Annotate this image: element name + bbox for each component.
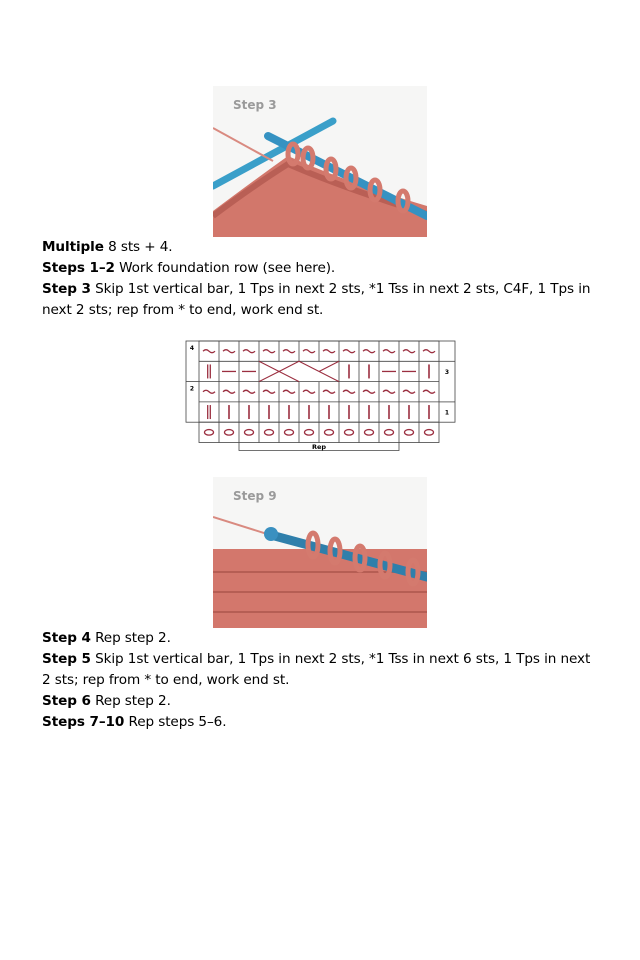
photo-caption: Step 3 xyxy=(233,98,277,112)
instruction-line xyxy=(42,237,173,258)
stitch-chart xyxy=(180,335,470,460)
step-label: Step 4 xyxy=(42,630,91,646)
symbol-wave xyxy=(383,350,395,353)
symbol-wave xyxy=(343,390,355,393)
step-text: 2 sts; rep from * to end, work end st. xyxy=(42,672,290,688)
symbol-chain xyxy=(305,430,314,436)
step-text: next 2 sts; rep from * to end, work end st. xyxy=(42,302,324,318)
row-number: 4 xyxy=(189,345,195,352)
row-number: 3 xyxy=(444,368,450,376)
photo-step-3 xyxy=(213,86,427,237)
symbol-wave xyxy=(323,390,335,393)
symbol-wave xyxy=(223,350,235,353)
instruction-line xyxy=(42,279,590,300)
step-label: Steps 7–10 xyxy=(42,714,125,730)
symbol-wave xyxy=(303,390,315,393)
instruction-line xyxy=(42,258,335,279)
symbol-chain xyxy=(325,430,334,436)
symbol-wave xyxy=(403,390,415,393)
repeat-label: Rep xyxy=(311,443,327,451)
symbol-wave xyxy=(363,350,375,353)
symbol-chain xyxy=(425,430,434,436)
step-text: Skip 1st vertical bar, 1 Tps in next 2 sts, *1 Tss in next 6 sts, 1 Tps in next xyxy=(90,651,591,667)
instruction-line xyxy=(42,691,171,712)
instruction-line xyxy=(42,649,590,670)
symbol-wave xyxy=(423,390,435,393)
step-text: 8 sts + 4. xyxy=(103,239,173,255)
symbol-wave xyxy=(203,350,215,353)
step-label: Multiple xyxy=(42,239,104,255)
symbol-wave xyxy=(263,390,275,393)
symbol-chain xyxy=(365,430,374,436)
photo-step-9 xyxy=(213,477,427,628)
step-text: Work foundation row (see here). xyxy=(114,260,336,276)
step-label: Step 6 xyxy=(42,693,91,709)
symbol-wave xyxy=(203,390,215,393)
step-text: Rep steps 5–6. xyxy=(124,714,227,730)
symbol-wave xyxy=(303,350,315,353)
symbol-wave xyxy=(243,390,255,393)
symbol-wave xyxy=(343,350,355,353)
step-text: Rep step 2. xyxy=(90,630,171,646)
symbol-chain xyxy=(265,430,274,436)
symbol-chain xyxy=(405,430,414,436)
row-number: 2 xyxy=(189,385,195,393)
symbol-wave xyxy=(403,350,415,353)
row-number: 1 xyxy=(444,409,450,417)
symbol-wave xyxy=(383,390,395,393)
symbol-wave xyxy=(323,350,335,353)
symbol-wave xyxy=(243,350,255,353)
symbol-chain xyxy=(345,430,354,436)
step-text: Skip 1st vertical bar, 1 Tps in next 2 sts, *1 Tss in next 2 sts, C4F, 1 Tps in xyxy=(90,281,591,297)
step-text: Rep step 2. xyxy=(90,693,171,709)
symbol-wave xyxy=(363,390,375,393)
step-label: Step 3 xyxy=(42,281,91,297)
symbol-wave xyxy=(263,350,275,353)
photo-caption: Step 9 xyxy=(233,489,277,503)
symbol-wave xyxy=(223,390,235,393)
step-label: Steps 1–2 xyxy=(42,260,115,276)
symbol-cable-c4f xyxy=(259,361,339,381)
instruction-line xyxy=(42,628,171,649)
symbol-chain xyxy=(225,430,234,436)
symbol-chain xyxy=(205,430,214,436)
symbol-chain xyxy=(245,430,254,436)
symbol-wave xyxy=(283,390,295,393)
instruction-line xyxy=(42,670,289,691)
symbol-wave xyxy=(283,350,295,353)
instruction-line xyxy=(42,712,226,733)
step-label: Step 5 xyxy=(42,651,91,667)
symbol-chain xyxy=(285,430,294,436)
instruction-line xyxy=(42,300,323,321)
symbol-wave xyxy=(423,350,435,353)
symbol-chain xyxy=(385,430,394,436)
